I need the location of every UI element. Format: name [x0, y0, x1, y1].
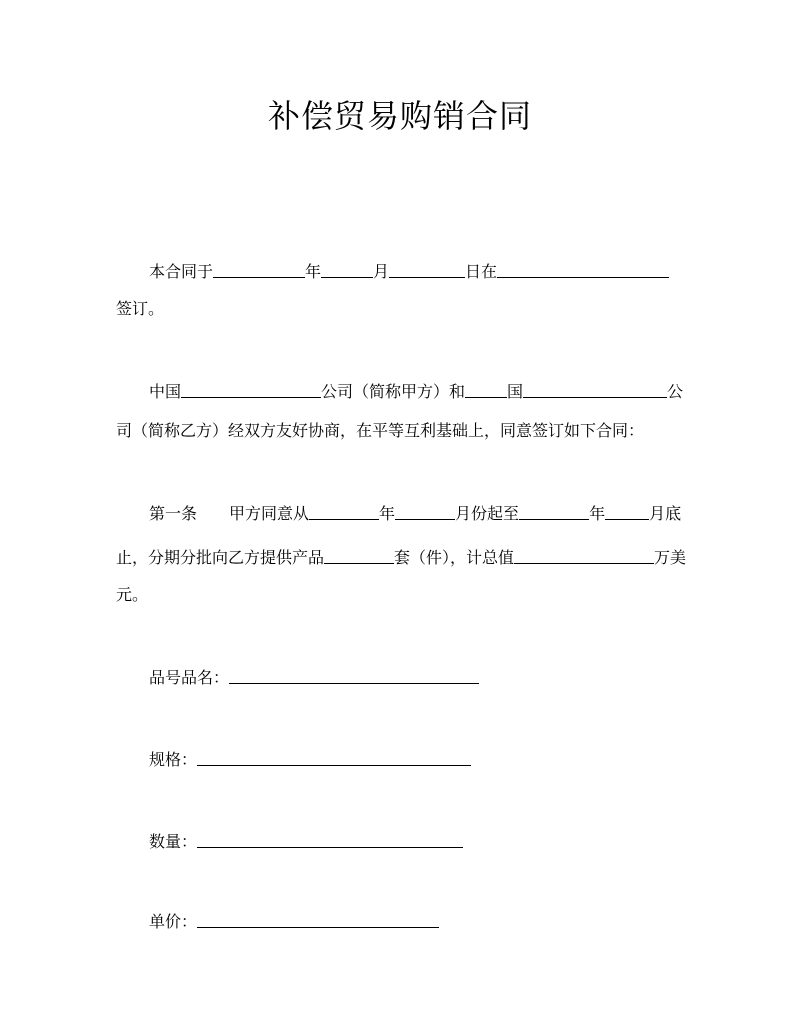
blank-place[interactable]	[497, 259, 669, 278]
blank-party-a-name[interactable]	[181, 379, 321, 398]
blank-month[interactable]	[321, 259, 373, 278]
blank-quantity-sets[interactable]	[324, 545, 394, 564]
blank-year[interactable]	[213, 259, 305, 278]
blank-country[interactable]	[465, 379, 507, 398]
signed-line	[116, 298, 164, 320]
text-month-from: 月份起至	[455, 504, 520, 523]
product-name-field	[149, 664, 479, 689]
text-supply-product: 止，分期分批向乙方提供产品	[116, 548, 325, 567]
blank-start-month[interactable]	[395, 501, 455, 520]
text-signed: 签订。	[116, 299, 165, 318]
parties-line	[149, 378, 683, 403]
blank-quantity[interactable]	[197, 829, 463, 848]
spec-field	[149, 746, 471, 771]
label-quantity: 数量：	[149, 832, 198, 851]
signing-date-line	[149, 258, 669, 283]
parties-line-2	[116, 420, 644, 442]
text-party-a: 公司（简称甲方）和	[321, 382, 466, 401]
article-one-line-3	[116, 584, 148, 606]
text-sets-total: 套（件），计总值	[394, 548, 515, 567]
text-year-2: 年	[589, 504, 606, 523]
blank-total-value[interactable]	[514, 545, 654, 564]
text-party-a-agrees: 甲方同意从	[229, 504, 310, 523]
text-party-b-agreement: 司（简称乙方）经双方友好协商，在平等互利基础上，同意签订如下合同：	[116, 421, 645, 440]
text-china: 中国	[149, 382, 182, 401]
text-contract-on: 本合同于	[149, 262, 214, 281]
text-month: 月	[373, 262, 390, 281]
blank-price[interactable]	[197, 909, 439, 928]
blank-spec[interactable]	[197, 747, 471, 766]
price-field	[149, 908, 439, 933]
blank-start-year[interactable]	[309, 501, 379, 520]
text-year-1: 年	[379, 504, 396, 523]
text-month-end: 月底	[649, 504, 682, 523]
text-day-at: 日在	[465, 262, 498, 281]
text-article-one: 第一条	[149, 504, 198, 523]
text-country: 国	[507, 382, 524, 401]
article-one-line	[149, 500, 681, 525]
label-product-name: 品号品名：	[149, 668, 230, 687]
blank-day[interactable]	[389, 259, 465, 278]
blank-end-year[interactable]	[519, 501, 589, 520]
blank-product-name[interactable]	[229, 665, 479, 684]
label-price: 单价：	[149, 912, 198, 931]
label-spec: 规格：	[149, 750, 198, 769]
document-title: 补偿贸易购销合同	[267, 97, 532, 135]
text-year: 年	[305, 262, 322, 281]
blank-party-b-name[interactable]	[523, 379, 667, 398]
text-yuan: 元。	[116, 585, 149, 604]
text-company-start: 公	[667, 382, 684, 401]
blank-end-month[interactable]	[605, 501, 649, 520]
article-one-line-2	[116, 544, 686, 569]
quantity-field	[149, 828, 463, 853]
text-ten-thousand-usd: 万美	[654, 548, 687, 567]
